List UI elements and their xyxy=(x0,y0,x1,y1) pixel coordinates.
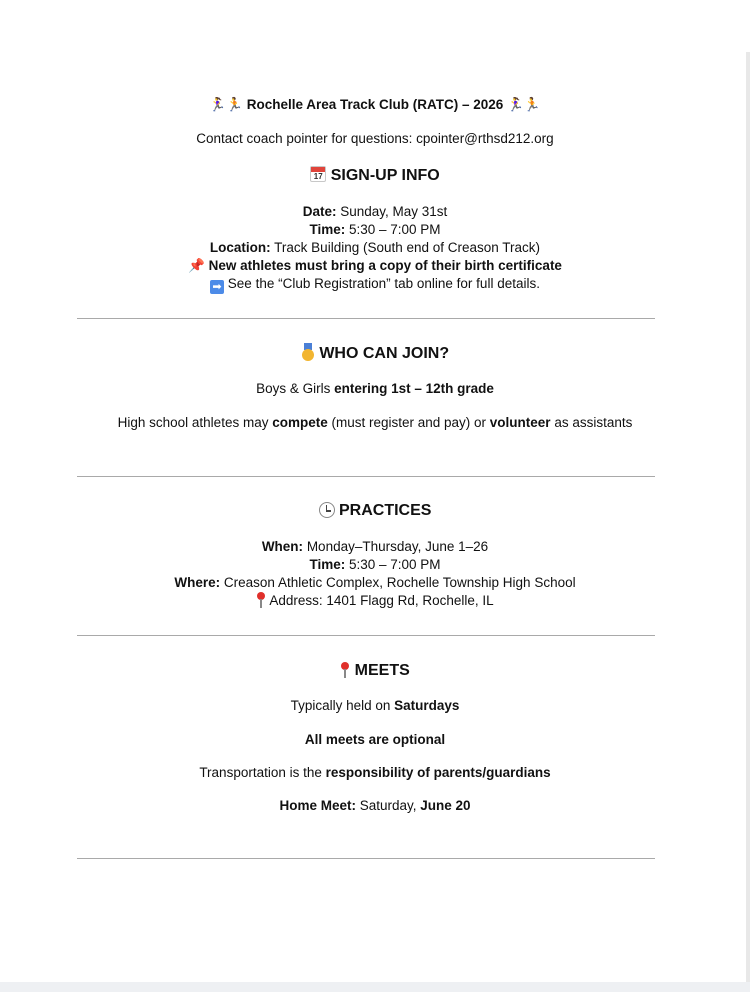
signup-details: ➡ See the “Club Registration” tab online for full details. xyxy=(0,275,750,294)
who-heading-line xyxy=(0,343,750,365)
practices-where: Where: Creason Athletic Complex, Rochelle Township High School xyxy=(174,575,576,590)
practices-when: When: Monday–Thursday, June 1–26 xyxy=(261,539,489,554)
signup-date: Date: Sunday, May 31st xyxy=(302,204,448,219)
bottom-edge xyxy=(0,982,750,992)
location-pin-icon xyxy=(340,662,350,678)
who-heading: WHO CAN JOIN? xyxy=(319,345,450,362)
practices-heading-line xyxy=(0,500,750,522)
scrollbar-track[interactable] xyxy=(746,52,750,982)
meets-heading-line xyxy=(0,660,750,682)
calendar-icon: 17 xyxy=(310,166,326,182)
meets-schedule: Typically held on Saturdays xyxy=(290,698,460,713)
clock-icon xyxy=(319,502,335,518)
who-eligibility: Boys & Girls entering 1st – 12th grade xyxy=(256,381,494,396)
club-title-line xyxy=(0,96,750,114)
meets-home-meet: Home Meet: Saturday, June 20 xyxy=(279,798,471,813)
section-divider xyxy=(77,318,655,319)
signup-time: Time: 5:30 – 7:00 PM xyxy=(309,222,441,237)
club-title: Rochelle Area Track Club (RATC) – 2026 xyxy=(246,97,504,112)
signup-heading-line xyxy=(0,165,750,187)
practices-time: Time: 5:30 – 7:00 PM xyxy=(309,557,441,572)
location-pin-icon xyxy=(256,592,266,608)
practices-heading: PRACTICES xyxy=(339,502,432,519)
signup-notice: 📌 New athletes must bring a copy of their birth certificate xyxy=(188,258,562,274)
pushpin-icon: 📌 xyxy=(188,258,205,274)
meets-transportation: Transportation is the responsibility of parents/guardians xyxy=(199,765,551,780)
section-divider xyxy=(77,858,655,859)
signup-location: Location: Track Building (South end of Creason Track) xyxy=(209,240,541,255)
section-divider xyxy=(77,476,655,477)
medal-icon xyxy=(301,343,315,361)
meets-heading: MEETS xyxy=(354,662,410,679)
who-high-school: High school athletes may compete (must register and pay) or volunteer as assistants xyxy=(117,415,633,430)
practices-address: Address: 1401 Flagg Rd, Rochelle, IL xyxy=(0,592,750,610)
section-divider xyxy=(77,635,655,636)
signup-heading: SIGN-UP INFO xyxy=(330,167,440,184)
meets-optional: All meets are optional xyxy=(304,732,446,747)
runner-icon: 🏃‍♀️🏃 xyxy=(507,97,541,113)
right-arrow-icon: ➡ xyxy=(210,280,224,294)
contact-line: Contact coach pointer for questions: cpointer@rthsd212.org xyxy=(196,131,554,146)
runner-icon: 🏃‍♀️🏃 xyxy=(209,97,243,113)
